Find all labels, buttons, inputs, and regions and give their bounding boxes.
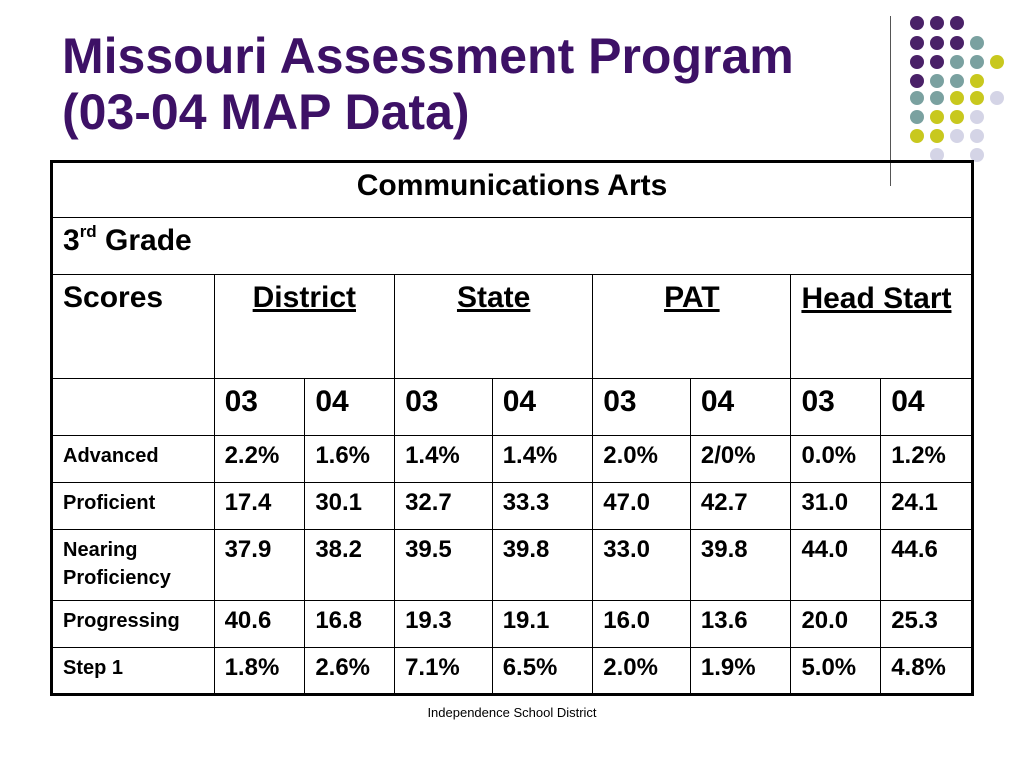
table-cell: 1.9% (690, 648, 791, 695)
group-header-state: State (395, 275, 593, 379)
decorative-dot (910, 110, 924, 124)
table-cell: 24.1 (881, 483, 973, 530)
table-cell: 0.0% (791, 436, 881, 483)
decorative-dot (930, 91, 944, 105)
decorative-dot (910, 36, 924, 50)
decorative-dot (950, 110, 964, 124)
table-cell: 44.6 (881, 530, 973, 601)
title-line-2: (03-04 MAP Data) (62, 84, 470, 140)
table-cell: 5.0% (791, 648, 881, 695)
year-header: 04 (305, 379, 395, 436)
footer-text: Independence School District (427, 705, 597, 720)
decorative-dot (910, 91, 924, 105)
decorative-dot (990, 55, 1004, 69)
title-line-1: Missouri Assessment Program (62, 28, 794, 84)
table-cell: 37.9 (214, 530, 305, 601)
group-header-head-start: Head Start (791, 275, 973, 379)
decorative-dot (910, 129, 924, 143)
grade-word: Grade (105, 224, 192, 257)
table-cell: 13.6 (690, 601, 791, 648)
year-header: 03 (214, 379, 305, 436)
year-header: 03 (395, 379, 493, 436)
table-cell: 39.8 (492, 530, 593, 601)
data-body (52, 436, 973, 695)
table-cell: 25.3 (881, 601, 973, 648)
decorative-dot (970, 129, 984, 143)
table-cell: 2.0% (593, 648, 691, 695)
year-header: 03 (791, 379, 881, 436)
grade-number: 3 (63, 224, 80, 257)
table-cell: 16.0 (593, 601, 691, 648)
table-cell: 42.7 (690, 483, 791, 530)
table-cell: 33.0 (593, 530, 691, 601)
decorative-dot (990, 91, 1004, 105)
year-header: 04 (690, 379, 791, 436)
grade-suffix: rd (79, 222, 97, 241)
table-cell: 2.0% (593, 436, 691, 483)
table-cell: 17.4 (214, 483, 305, 530)
scores-header: Scores (52, 275, 215, 379)
table-cell: 38.2 (305, 530, 395, 601)
table-cell: 1.8% (214, 648, 305, 695)
table-heading: Communications Arts (52, 162, 973, 218)
table-cell: 19.1 (492, 601, 593, 648)
decorative-dot (930, 74, 944, 88)
decorative-dot (930, 55, 944, 69)
table-cell: 6.5% (492, 648, 593, 695)
grade-label (52, 218, 973, 275)
table-cell: 1.2% (881, 436, 973, 483)
row-label: Advanced (52, 436, 215, 483)
group-header-pat: PAT (593, 275, 791, 379)
decorative-dot (950, 129, 964, 143)
table-cell: 1.4% (395, 436, 493, 483)
decorative-dot (970, 36, 984, 50)
decorative-dot (950, 74, 964, 88)
decorative-dot (930, 129, 944, 143)
decorative-dot (950, 16, 964, 30)
table-cell: 2.6% (305, 648, 395, 695)
row-label: Nearing Proficiency (52, 530, 215, 601)
decorative-dot (910, 16, 924, 30)
decorative-dot (930, 16, 944, 30)
row-label: Progressing (52, 601, 215, 648)
table-cell: 1.6% (305, 436, 395, 483)
table-cell: 2.2% (214, 436, 305, 483)
row-label: Proficient (52, 483, 215, 530)
table-cell: 33.3 (492, 483, 593, 530)
decorative-dot (970, 74, 984, 88)
year-header: 03 (593, 379, 691, 436)
table-cell: 30.1 (305, 483, 395, 530)
decorative-dot (970, 55, 984, 69)
year-header: 04 (881, 379, 973, 436)
table-row (52, 601, 973, 648)
table-cell: 20.0 (791, 601, 881, 648)
years-row (52, 379, 973, 436)
decorative-dot (950, 55, 964, 69)
table-cell: 19.3 (395, 601, 493, 648)
table-cell: 40.6 (214, 601, 305, 648)
year-header: 04 (492, 379, 593, 436)
table-cell: 2/0% (690, 436, 791, 483)
decorative-dot (970, 91, 984, 105)
group-header-district: District (214, 275, 394, 379)
table-cell: 39.8 (690, 530, 791, 601)
decorative-dot (950, 91, 964, 105)
table-cell: 44.0 (791, 530, 881, 601)
map-data-table (50, 160, 974, 696)
table-cell: 47.0 (593, 483, 691, 530)
table-cell: 4.8% (881, 648, 973, 695)
table-row (52, 483, 973, 530)
table-cell: 1.4% (492, 436, 593, 483)
table-row (52, 648, 973, 695)
table-row (52, 436, 973, 483)
decorative-dot (930, 36, 944, 50)
decorative-dot (910, 74, 924, 88)
table-row (52, 530, 973, 601)
table-cell: 7.1% (395, 648, 493, 695)
table-cell: 31.0 (791, 483, 881, 530)
table-cell: 32.7 (395, 483, 493, 530)
table-cell: 16.8 (305, 601, 395, 648)
decorative-dot (950, 36, 964, 50)
slide-title (62, 28, 794, 140)
table-cell: 39.5 (395, 530, 493, 601)
row-label: Step 1 (52, 648, 215, 695)
decorative-dot (930, 110, 944, 124)
decorative-dot (910, 55, 924, 69)
years-row-blank (52, 379, 215, 436)
decorative-dot (970, 110, 984, 124)
